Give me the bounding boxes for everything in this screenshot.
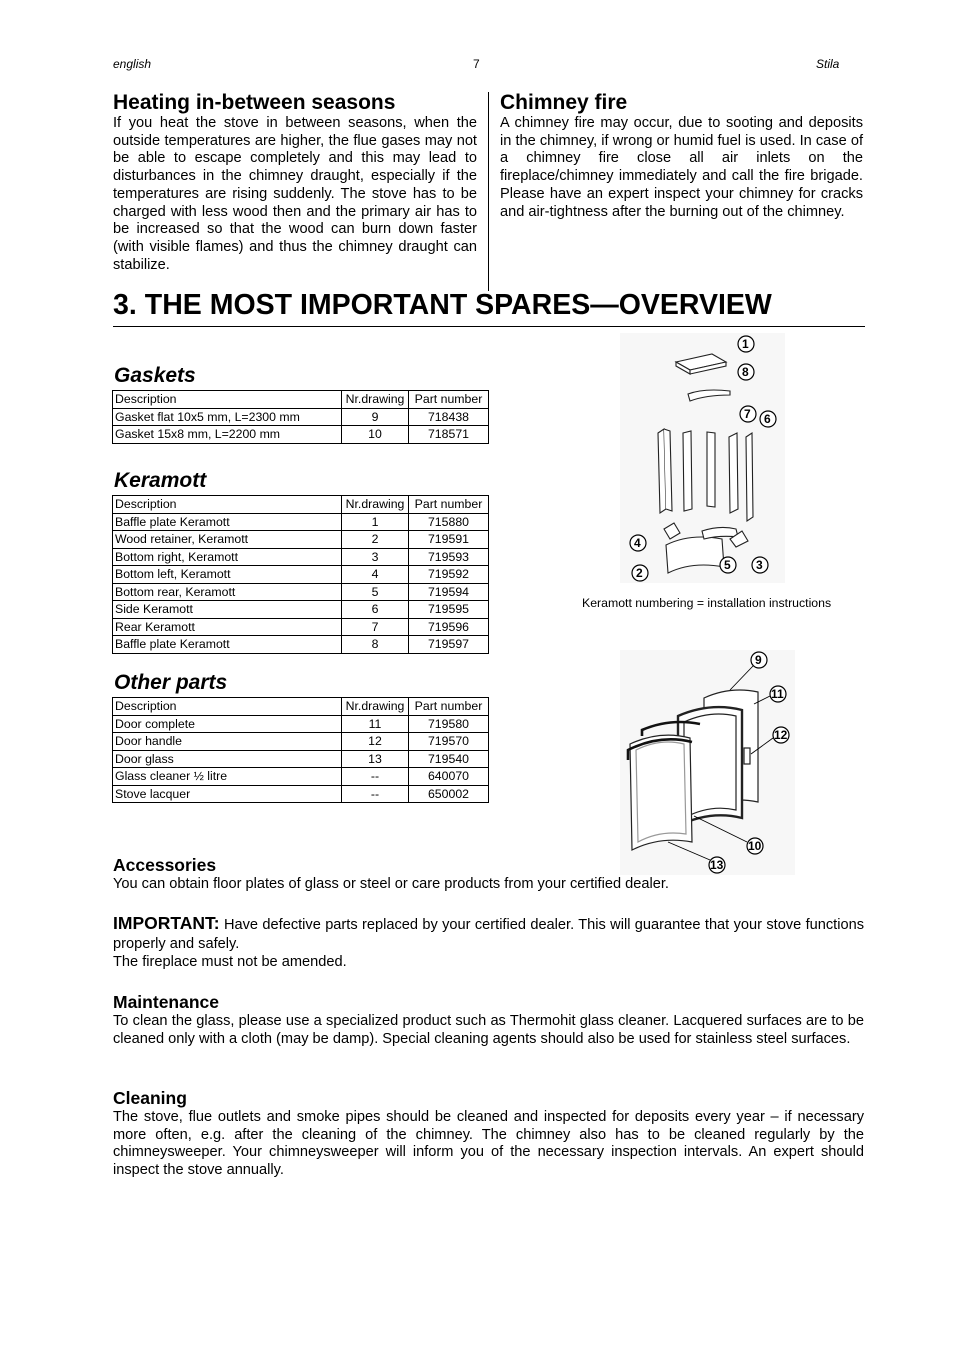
callout-label: 5 [724, 558, 731, 572]
cell-description: Bottom rear, Keramott [113, 583, 342, 601]
cell-part-number: 718438 [409, 408, 489, 426]
table-row [113, 566, 489, 584]
cell-part-number: 719570 [409, 733, 489, 751]
section-rule [113, 326, 865, 327]
accessories-title: Accessories [113, 855, 217, 875]
other-parts-title: Other parts [114, 671, 228, 694]
section-title: THE MOST IMPORTANT SPARES—OVERVIEW [144, 289, 772, 321]
table-header-row [113, 496, 489, 514]
cell-description: Side Keramott [113, 601, 342, 619]
header-nr-drawing: Nr.drawing [342, 391, 409, 409]
callout-label: 11 [771, 687, 784, 701]
gaskets-title: Gaskets [114, 364, 196, 387]
table-row [113, 618, 489, 636]
cell-nr-drawing: -- [342, 768, 409, 786]
table-row [113, 785, 489, 803]
cell-nr-drawing: 11 [342, 715, 409, 733]
cell-part-number: 719591 [409, 531, 489, 549]
header-nr-drawing: Nr.drawing [342, 698, 409, 716]
cell-nr-drawing: 4 [342, 566, 409, 584]
header-part-number: Part number [409, 698, 489, 716]
callout-label: 8 [742, 365, 749, 379]
callout-label: 2 [636, 566, 643, 580]
gaskets-table [112, 390, 489, 444]
cell-description: Stove lacquer [113, 785, 342, 803]
cell-nr-drawing: 3 [342, 548, 409, 566]
important-label: IMPORTANT: [113, 913, 220, 933]
table-row [113, 715, 489, 733]
cell-part-number: 719594 [409, 583, 489, 601]
callout-label: 13 [710, 858, 724, 872]
cleaning-title: Cleaning [113, 1088, 187, 1108]
header-product: Stila [816, 57, 840, 71]
cell-part-number: 719580 [409, 715, 489, 733]
heating-section [113, 91, 477, 274]
heating-text: If you heat the stove in between seasons, when the outside temperatures are higher, the flue gases may not be able to escape completely and this may lead to disturbances in the chimney draught, especially if the temperatures are rising suddenly. The stove has to be charged with less wood then and the primary air has to be increased so that the wood can burn down faster (with visible flames) and thus the chimney draught can stabilize. [113, 115, 477, 273]
table-row [113, 768, 489, 786]
table-row [113, 408, 489, 426]
table-row [113, 601, 489, 619]
important-section [113, 914, 864, 972]
cell-part-number: 719593 [409, 548, 489, 566]
cleaning-text: The stove, flue outlets and smoke pipes should be cleaned and inspected for deposits every year – if necessary more often, e.g. after the cleaning of the chimney. The chimney also has to be cleaned regularly by the chimneysweeper. Your chimneysweeper will inform you of the necessary inspection intervals. An expert should inspect the stove annually. [113, 1109, 864, 1179]
cell-nr-drawing: 1 [342, 513, 409, 531]
header-language: english [113, 57, 152, 71]
maintenance-title: Maintenance [113, 992, 219, 1012]
table-row [113, 426, 489, 444]
cell-nr-drawing: 8 [342, 636, 409, 654]
cell-description: Door complete [113, 715, 342, 733]
cell-part-number: 715880 [409, 513, 489, 531]
cell-nr-drawing: 5 [342, 583, 409, 601]
table-row [113, 750, 489, 768]
callout-label: 4 [634, 536, 641, 550]
cell-nr-drawing: 6 [342, 601, 409, 619]
cell-nr-drawing: 2 [342, 531, 409, 549]
section-heading [113, 289, 772, 322]
keramott-table [112, 495, 489, 654]
callout-label: 10 [748, 839, 762, 853]
cell-description: Rear Keramott [113, 618, 342, 636]
other-parts-table [112, 697, 489, 803]
page-number: 7 [473, 57, 480, 71]
cell-description: Wood retainer, Keramott [113, 531, 342, 549]
cell-description: Glass cleaner ½ litre [113, 768, 342, 786]
heating-title: Heating in-between seasons [113, 91, 396, 114]
cell-description: Bottom left, Keramott [113, 566, 342, 584]
callout-label: 12 [774, 728, 788, 742]
maintenance-section [113, 992, 864, 1048]
table-header-row [113, 391, 489, 409]
table-row [113, 548, 489, 566]
cell-part-number: 719595 [409, 601, 489, 619]
callout-label: 6 [764, 412, 771, 426]
table-row [113, 583, 489, 601]
cell-description: Bottom right, Keramott [113, 548, 342, 566]
cell-nr-drawing: 10 [342, 426, 409, 444]
table-row [113, 513, 489, 531]
cell-description: Baffle plate Keramott [113, 636, 342, 654]
section-number: 3. [113, 289, 137, 321]
cell-part-number: 719540 [409, 750, 489, 768]
important-text: Have defective parts replaced by your certified dealer. This will guarantee that your stove functions properly and safely. [113, 917, 864, 952]
callout-label: 3 [756, 558, 763, 572]
table-row [113, 531, 489, 549]
header-part-number: Part number [409, 496, 489, 514]
chimney-title: Chimney fire [500, 91, 628, 114]
chimney-text: A chimney fire may occur, due to sooting and deposits in the chimney, if wrong or humid fuel is used. In case of a chimney fire close all air inlets on the fireplace/chimney immediately and call the fire brigade. Please have an expert inspect your chimney for cracks and air-tightness after the burning out of the chimney. [500, 115, 863, 220]
header-nr-drawing: Nr.drawing [342, 496, 409, 514]
callout-label: 1 [742, 337, 749, 351]
cell-nr-drawing: 9 [342, 408, 409, 426]
table-row [113, 733, 489, 751]
cell-description: Baffle plate Keramott [113, 513, 342, 531]
cell-nr-drawing: 12 [342, 733, 409, 751]
callout-label: 9 [755, 653, 762, 667]
table-header-row [113, 698, 489, 716]
cleaning-section [113, 1088, 864, 1180]
cell-part-number: 719592 [409, 566, 489, 584]
chimney-section [500, 91, 863, 221]
cell-description: Gasket 15x8 mm, L=2200 mm [113, 426, 342, 444]
keramott-figure-caption: Keramott numbering = installation instructions [582, 596, 832, 610]
door-callout-labels [620, 650, 795, 875]
header-description: Description [113, 698, 342, 716]
cell-nr-drawing: 7 [342, 618, 409, 636]
cell-part-number: 650002 [409, 785, 489, 803]
maintenance-text: To clean the glass, please use a specialized product such as Thermohit glass cleaner. Lacquered surfaces are to be cleaned only with a cloth (may be damp). Special cleaning agents should also be used for stainless steel surfaces. [113, 1013, 864, 1047]
column-divider [488, 92, 489, 291]
header-description: Description [113, 496, 342, 514]
accessories-section [113, 855, 864, 894]
accessories-text: You can obtain floor plates of glass or steel or care products from your certified dealer. [113, 876, 669, 892]
cell-nr-drawing: -- [342, 785, 409, 803]
header-part-number: Part number [409, 391, 489, 409]
cell-description: Door handle [113, 733, 342, 751]
important-text-2: The fireplace must not be amended. [113, 954, 347, 970]
cell-part-number: 640070 [409, 768, 489, 786]
cell-part-number: 718571 [409, 426, 489, 444]
cell-part-number: 719596 [409, 618, 489, 636]
cell-part-number: 719597 [409, 636, 489, 654]
callout-label: 7 [744, 407, 751, 421]
cell-description: Gasket flat 10x5 mm, L=2300 mm [113, 408, 342, 426]
cell-nr-drawing: 13 [342, 750, 409, 768]
keramott-title: Keramott [114, 469, 207, 492]
header-description: Description [113, 391, 342, 409]
cell-description: Door glass [113, 750, 342, 768]
table-row [113, 636, 489, 654]
keramott-callout-labels [620, 333, 785, 583]
